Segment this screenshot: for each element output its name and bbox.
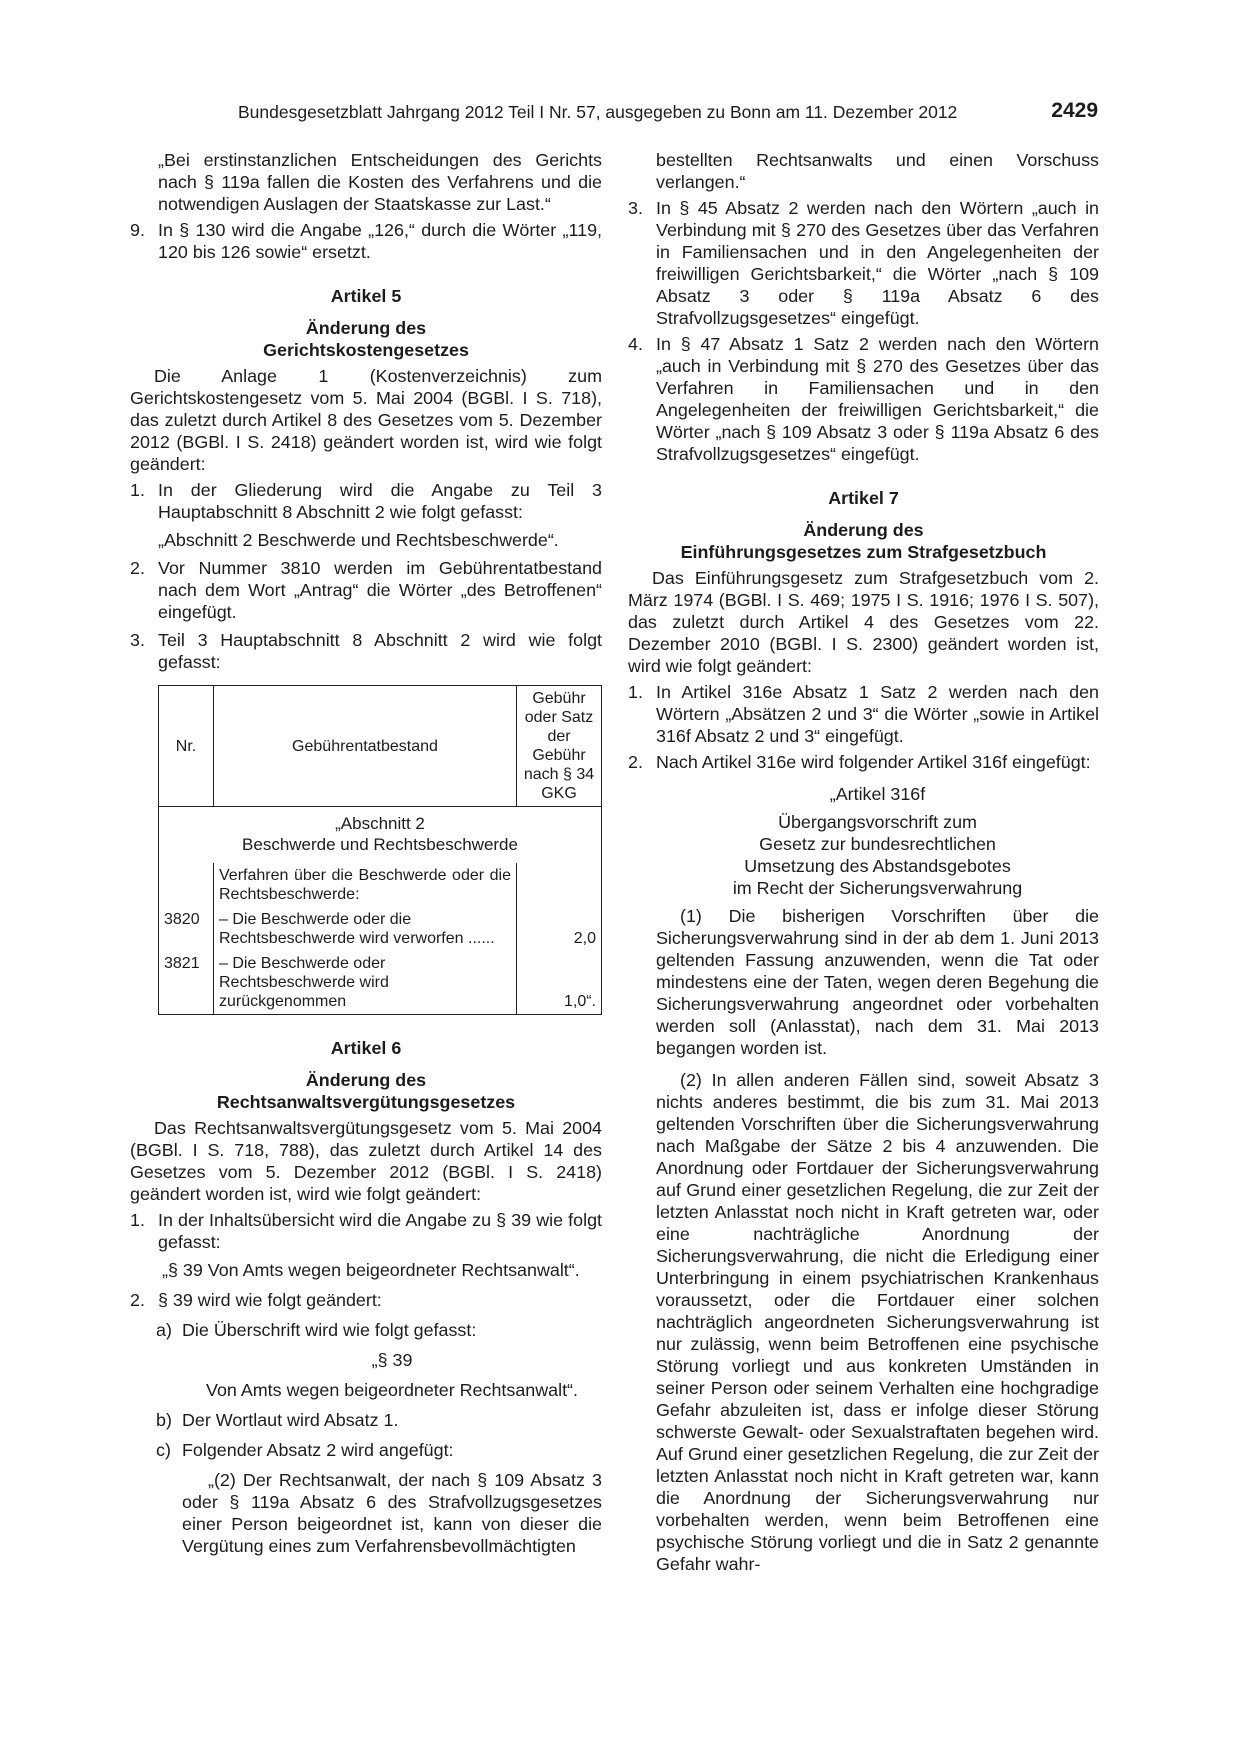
section-heading: im Recht der Sicherungsverwahrung bbox=[732, 878, 1023, 898]
right-column bbox=[628, 149, 1099, 1575]
article-subtitle: Änderung des bbox=[305, 318, 427, 338]
quote-heading: Von Amts wegen beigeordneter Rechtsanwalt“. bbox=[206, 1380, 578, 1400]
section-line: „Abschnitt 2 bbox=[335, 814, 425, 833]
quote: „(2) Der Rechtsanwalt, der nach § 109 Absatz 3 oder § 119a Absatz 6 des Strafvollzugsgesetzes einer Person beigeordnet ist, kann von dieser die Vergütung eines zum Verfahrensbevollmächtigten bbox=[182, 1470, 602, 1556]
article-intro: Die Anlage 1 (Kostenverzeichnis) zum Gerichtskostengesetz vom 5. Mai 2004 (BGBl. I S. 718), das zuletzt durch Artikel 8 des Gesetzes vom 5. Dezember 2012 (BGBl. I S. 2418) geändert worden ist, wird wie folgt geändert: bbox=[130, 366, 602, 474]
section-heading: Übergangsvorschrift zum bbox=[778, 812, 977, 832]
sub-item bbox=[130, 1409, 602, 1431]
item-text: § 39 wird wie folgt geändert: bbox=[158, 1290, 382, 1310]
list-item bbox=[130, 1209, 602, 1253]
page-number: 2429 bbox=[1051, 99, 1098, 122]
article-subtitle: Einführungsgesetzes zum Strafgesetzbuch bbox=[680, 542, 1047, 562]
table-cell-fee: 2,0 bbox=[517, 907, 602, 951]
item-text: In Artikel 316e Absatz 1 Satz 2 werden nach den Wörtern „Absätzen 2 und 3“ die Wörter „sowie in Artikel 316f Absatz 2 und 3“ eingefügt. bbox=[656, 682, 1099, 746]
item-text: Die Überschrift wird wie folgt gefasst: bbox=[182, 1320, 477, 1340]
article-subtitle: Änderung des bbox=[305, 1070, 427, 1090]
table-cell bbox=[159, 863, 214, 907]
section-heading: Gesetz zur bundesrechtlichen bbox=[759, 834, 996, 854]
article-intro: Das Einführungsgesetz zum Strafgesetzbuch vom 2. März 1974 (BGBl. I S. 469; 1975 I S. 1916; 1976 I S. 507), das zuletzt durch Artikel 4 des Gesetzes vom 22. Dezember 2010 (BGBl. I S. 2300) geändert worden ist, wird wie folgt geändert: bbox=[628, 568, 1099, 676]
item-text: Nach Artikel 316e wird folgender Artikel 316f eingefügt: bbox=[656, 752, 1091, 772]
item-number: 1. bbox=[628, 682, 643, 702]
table-header-desc: Gebührentatbestand bbox=[214, 686, 517, 807]
quote: „§ 39 Von Amts wegen beigeordneter Rechtsanwalt“. bbox=[162, 1260, 580, 1280]
item-text: Teil 3 Hauptabschnitt 8 Abschnitt 2 wird wie folgt gefasst: bbox=[158, 630, 602, 672]
list-item bbox=[130, 479, 602, 523]
row-desc: – Die Beschwerde oder die Rechtsbeschwerde wird verworfen bbox=[219, 911, 464, 947]
paragraph: (2) In allen anderen Fällen sind, soweit Absatz 3 nichts anderes bestimmt, die bis zum 31. Mai 2013 geltenden Vorschriften über die Sicherungsverwahrung nach Maßgabe der Sätze 2 bis 4 anzuwenden. Die Anordnung oder Fortdauer der Sicherungsverwahrung auf Grund einer gesetzlichen Regelung, die zur Zeit der letzten Anlasstat noch nicht in Kraft getreten war, oder eine nachträgliche Anordnung der Sicherungsverwahrung, die nicht die Erledigung einer Unterbringung in einem psychiatrischen Krankenhaus voraussetzt, oder die Fortdauer einer solchen nachträglich angeordneten Sicherungsverwahrung ist nur zulässig, wenn beim Betroffenen eine psychische Störung vorliegt und aus konkreten Umständen in seiner Person oder seinem Verhalten eine hochgradige Gefahr abzuleiten ist, dass er infolge dieser Störung schwerste Gewalt- oder Sexualstraftaten begehen wird. Auf Grund einer gesetzlichen Regelung, die zur Zeit der letzten Anlasstat noch nicht in Kraft getreten war, kann die Anordnung der Sicherungsverwahrung nur vorbehalten werden, wenn beim Betroffenen eine psychische Störung vorliegt und die in Satz 2 genannte Gefahr wahr- bbox=[656, 1070, 1099, 1574]
left-column bbox=[130, 149, 602, 1557]
item-number: 4. bbox=[628, 334, 643, 354]
item-text: Vor Nummer 3810 werden im Gebührentatbestand nach dem Wort „Antrag“ die Wörter „des Betroffenen“ eingefügt. bbox=[158, 558, 602, 622]
list-item bbox=[628, 333, 1099, 465]
item-text: Der Wortlaut wird Absatz 1. bbox=[182, 1410, 399, 1430]
list-item bbox=[628, 751, 1099, 773]
section-heading: Umsetzung des Abstandsgebotes bbox=[744, 856, 1011, 876]
section-line: Beschwerde und Rechtsbeschwerde bbox=[242, 835, 518, 854]
table-row bbox=[159, 907, 602, 951]
article-subtitle: Änderung des bbox=[803, 520, 924, 540]
table-cell-desc: – Die Beschwerde oder Rechtsbeschwerde wird zurückgenommen bbox=[214, 951, 517, 1015]
article-intro: Das Rechtsanwaltsvergütungsgesetz vom 5. Mai 2004 (BGBl. I S. 718, 788), das zuletzt durch Artikel 14 des Gesetzes vom 5. Dezember 2012 (BGBl. I S. 2418) geändert worden ist, wird wie folgt geändert: bbox=[130, 1118, 602, 1204]
item-text: Folgender Absatz 2 wird angefügt: bbox=[182, 1440, 454, 1460]
page-header bbox=[238, 99, 1098, 127]
quote: „Abschnitt 2 Beschwerde und Rechtsbeschwerde“. bbox=[158, 530, 559, 550]
list-item bbox=[130, 557, 602, 623]
item-letter: a) bbox=[156, 1320, 172, 1340]
table-cell-nr: 3820 bbox=[159, 907, 214, 951]
item-text: In § 45 Absatz 2 werden nach den Wörtern „auch in Verbindung mit § 270 des Gesetzes über das Verfahren in Familiensachen und in den Angelegenheiten der freiwilligen Gerichtsbarkeit,“ die Wörter „nach § 109 Absatz 3 oder § 119a Absatz 6 des Strafvollzugsgesetzes“ eingefügt. bbox=[656, 198, 1099, 328]
item-number: 2. bbox=[628, 752, 643, 772]
table-header-fee: Gebühr oder Satz der Gebühr nach § 34 GKG bbox=[517, 686, 602, 807]
table-cell-nr: 3821 bbox=[159, 951, 214, 1015]
paragraph: „Bei erstinstanzlichen Entscheidungen des Gerichts nach § 119a fallen die Kosten des Verfahrens und die notwendigen Auslagen der Staatskasse zur Last.“ bbox=[158, 150, 602, 214]
item-number: 1. bbox=[130, 480, 145, 500]
table-row bbox=[159, 951, 602, 1015]
item-text: In der Inhaltsübersicht wird die Angabe zu § 39 wie folgt gefasst: bbox=[158, 1210, 602, 1252]
table-header-nr: Nr. bbox=[159, 686, 214, 807]
table-cell-desc bbox=[214, 907, 517, 951]
article-subtitle: Rechtsanwaltsvergütungsgesetzes bbox=[216, 1092, 516, 1112]
quote-heading: „§ 39 bbox=[371, 1350, 413, 1370]
article-subtitle: Gerichtskostengesetzes bbox=[263, 340, 469, 360]
table-cell bbox=[517, 863, 602, 907]
item-number: 2. bbox=[130, 558, 145, 578]
header-title: Bundesgesetzblatt Jahrgang 2012 Teil I Nr. 57, ausgegeben zu Bonn am 11. Dezember 2012 bbox=[238, 102, 958, 122]
sub-item bbox=[130, 1439, 602, 1461]
list-item bbox=[130, 629, 602, 673]
item-number: 2. bbox=[130, 1290, 145, 1310]
fee-table bbox=[158, 685, 602, 1015]
article-title: Artikel 7 bbox=[828, 488, 899, 508]
item-number: 3. bbox=[628, 198, 643, 218]
list-item bbox=[130, 1289, 602, 1311]
item-number: 3. bbox=[130, 630, 145, 650]
item-text: In § 130 wird die Angabe „126,“ durch die Wörter „119, 120 bis 126 sowie“ ersetzt. bbox=[158, 220, 602, 262]
table-cell-fee: 1,0“. bbox=[517, 951, 602, 1015]
article-title: Artikel 6 bbox=[330, 1038, 402, 1058]
item-letter: c) bbox=[156, 1440, 171, 1460]
paragraph: bestellten Rechtsanwalts und einen Vorschuss verlangen.“ bbox=[656, 150, 1099, 192]
list-item bbox=[130, 219, 602, 263]
item-text: In § 47 Absatz 1 Satz 2 werden nach den Wörtern „auch in Verbindung mit § 270 des Gesetzes über das Verfahren in Familiensachen und in den Angelegenheiten der freiwilligen Gerichtsbarkeit,“ die Wörter „nach § 109 Absatz 3 oder § 119a Absatz 6 des Strafvollzugsgesetzes“ eingefügt. bbox=[656, 334, 1099, 464]
paragraph: (1) Die bisherigen Vorschriften über die Sicherungsverwahrung sind in der ab dem 1. Juni 2013 geltenden Fassung anzuwenden, wenn die Tat oder mindestens eine der Taten, wegen deren Begehung die Sicherungsverwahrung angeordnet oder vorbehalten werden soll (Anlasstat), nach dem 31. Mai 2013 begangen worden ist. bbox=[656, 906, 1099, 1058]
table-section-heading bbox=[159, 807, 602, 864]
leader-dots bbox=[464, 930, 495, 947]
list-item bbox=[628, 197, 1099, 329]
item-text: In der Gliederung wird die Angabe zu Teil 3 Hauptabschnitt 8 Abschnitt 2 wie folgt gefasst: bbox=[158, 480, 602, 522]
sub-item bbox=[130, 1319, 602, 1341]
article-title: Artikel 5 bbox=[330, 286, 402, 306]
quote-heading: „Artikel 316f bbox=[829, 784, 926, 804]
table-cell: Verfahren über die Beschwerde oder die Rechtsbeschwerde: bbox=[214, 863, 517, 907]
item-number: 1. bbox=[130, 1210, 145, 1230]
list-item bbox=[628, 681, 1099, 747]
item-number: 9. bbox=[130, 220, 145, 240]
item-letter: b) bbox=[156, 1410, 172, 1430]
